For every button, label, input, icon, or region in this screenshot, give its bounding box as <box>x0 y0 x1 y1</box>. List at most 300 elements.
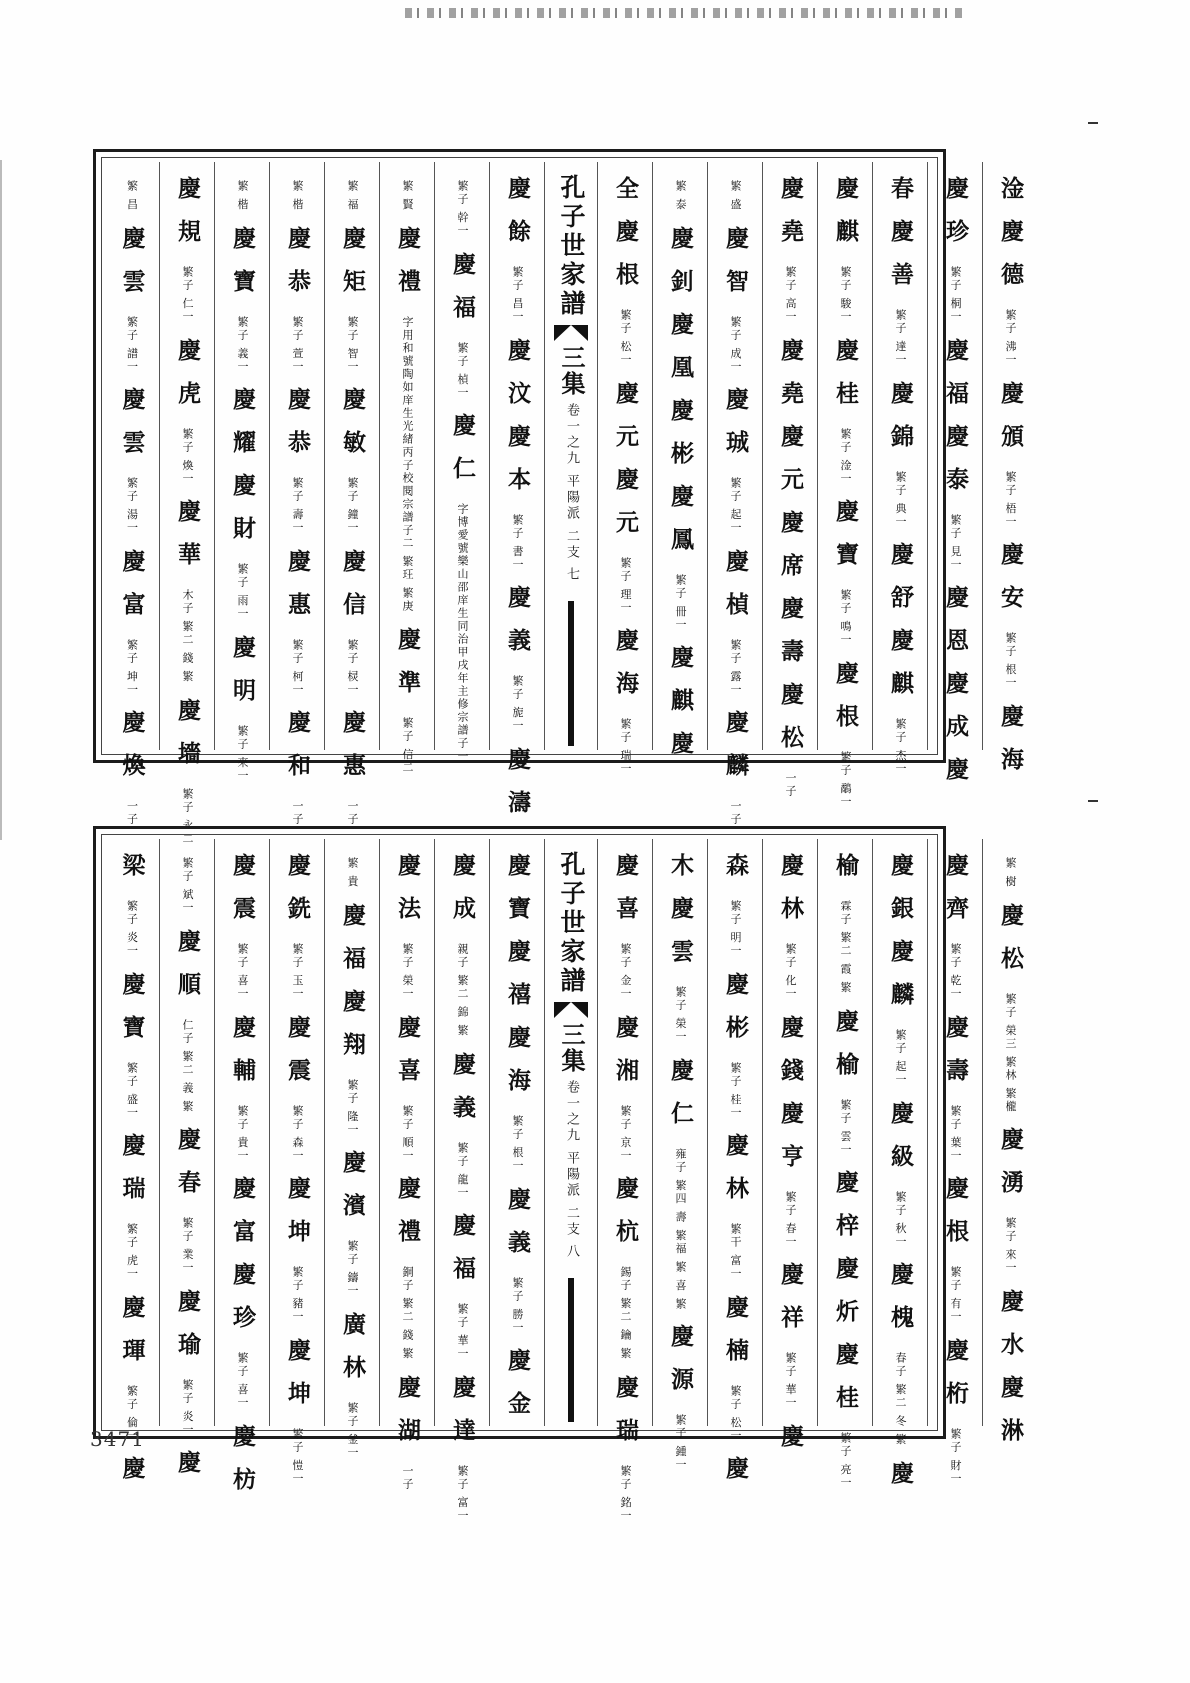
person-name: 慶松 <box>777 681 804 768</box>
person-name: 慶成 <box>449 853 476 939</box>
person-name: 慶義 <box>504 1186 531 1273</box>
genealogy-column <box>927 162 982 800</box>
book-title: 孔子世家譜 <box>557 851 586 996</box>
person-name: 慶仁 <box>667 1057 694 1144</box>
person-name: 慶德 <box>997 219 1024 305</box>
person-name: 慶麒 <box>887 628 914 714</box>
person-name: 慶湘 <box>612 1014 639 1101</box>
lineage-note: 繁子 楨一 <box>456 341 469 399</box>
lineage-note: 繁子 冊一 <box>674 573 687 631</box>
person-name: 慶凰 <box>667 311 694 398</box>
person-name: 梁 <box>118 853 146 896</box>
person-name: 慶喜 <box>612 853 639 939</box>
genealogy-column <box>269 839 324 1485</box>
person-name: 慶瑞 <box>118 1133 146 1219</box>
lineage-note: 繁子 京一 <box>619 1104 632 1162</box>
genealogy-column <box>379 839 434 1491</box>
person-name: 慶耀 <box>229 387 256 473</box>
person-name: 慶和 <box>284 710 311 796</box>
lineage-note: 繁子 乾一 <box>949 943 962 1001</box>
lineage-note: 繁子 成一 <box>729 315 742 373</box>
genealogy-column <box>872 839 927 1504</box>
person-name: 慶楨 <box>722 548 749 635</box>
lineage-note: 繁子 永二 <box>181 787 194 845</box>
lineage-note: 繁子 龍一 <box>456 1141 469 1199</box>
person-name: 慶輔 <box>229 1014 256 1101</box>
genealogy-column <box>159 839 214 1493</box>
lineage-note: 繁子 典一 <box>894 470 907 528</box>
lineage-note: 親子 繁二 錦 繁 <box>456 943 469 1038</box>
person-name: 慶寶 <box>504 853 531 939</box>
lineage-note: 繁子 盛一 <box>125 1061 139 1119</box>
person-name: 慶恭 <box>284 225 311 312</box>
book-title: 孔子世家譜 <box>557 174 586 319</box>
scan-left-edge <box>0 160 2 840</box>
person-name: 慶準 <box>394 626 421 713</box>
person-name: 慶順 <box>174 928 201 1015</box>
person-name: 慶翔 <box>339 988 366 1075</box>
lineage-note: 繁子 炎一 <box>181 1378 194 1436</box>
genealogy-column <box>269 162 324 826</box>
lineage-note: 繁子 業一 <box>181 1217 194 1275</box>
lineage-note: 繁子 松一 <box>619 309 632 367</box>
lineage-note: 繁子 義一 <box>236 315 249 373</box>
person-name: 慶麟 <box>887 939 914 1025</box>
header-bar <box>568 1278 574 1422</box>
lineage-note: 繁子 化一 <box>784 943 797 1001</box>
lineage-note: 繁 楷 <box>236 180 249 212</box>
lineage-note: 繁子 昌一 <box>511 266 524 324</box>
leaf-number: 七 <box>564 567 579 584</box>
lineage-note: 繁子 財一 <box>949 1427 962 1485</box>
lineage-note: 繁子 明一 <box>729 900 742 958</box>
page-number: 3471 <box>90 1427 145 1451</box>
lineage-note: 一子 <box>291 800 304 826</box>
person-name: 慶麒 <box>832 176 859 262</box>
lineage-note: 繁子 沸一 <box>1004 309 1017 367</box>
person-name: 慶彬 <box>722 971 749 1058</box>
lineage-note: 繁子 湯一 <box>125 477 139 535</box>
lineage-note: 繁子 榮一 <box>674 986 687 1044</box>
person-name: 慶炘 <box>832 1256 859 1342</box>
person-name: 淦 <box>997 176 1024 219</box>
person-name: 慶本 <box>504 423 531 510</box>
lineage-note: 繁子 旎一 <box>511 675 524 733</box>
person-name: 慶春 <box>174 1127 201 1213</box>
lineage-note: 繁子 隆一 <box>346 1078 359 1136</box>
lineage-note: 繁子 桐一 <box>949 266 962 324</box>
lineage-note: 繁子 鑄一 <box>346 1240 359 1298</box>
lineage-note: 繁子 松一 <box>729 1384 742 1442</box>
person-name: 慶虎 <box>174 337 201 424</box>
person-name: 慶源 <box>667 1324 694 1411</box>
lineage-note: 繁子 見一 <box>949 513 962 571</box>
person-name: 慶規 <box>174 176 201 262</box>
person-name: 慶禧 <box>504 939 531 1025</box>
person-name: 慶亨 <box>777 1100 804 1187</box>
person-name: 慶湧 <box>997 1127 1024 1213</box>
person-name: 慶喜 <box>394 1014 421 1101</box>
lineage-note: 繁子 富一 <box>456 1464 469 1522</box>
fish-tail-mark <box>554 325 588 341</box>
person-name: 慶恩 <box>942 585 969 671</box>
person-name: 慶財 <box>229 473 256 559</box>
person-name: 慶惠 <box>284 548 311 635</box>
scan-right-mark <box>1088 800 1098 802</box>
person-name: 慶級 <box>887 1100 914 1187</box>
lineage-note: 繁子 豬一 <box>291 1266 304 1324</box>
lineage-note: 繁子 杰一 <box>894 718 907 776</box>
lineage-note: 繁子 喜一 <box>236 943 249 1001</box>
person-name: 慶雲 <box>118 387 146 473</box>
person-name: 慶松 <box>997 902 1024 989</box>
lineage-note: 一子 <box>401 1464 414 1491</box>
lineage-note: 繁子 來一 <box>236 724 249 782</box>
person-name: 慶頒 <box>997 380 1024 467</box>
lineage-note: 霖子 繁二 霞 繁 <box>839 900 852 995</box>
lineage-note: 繁子 書一 <box>511 513 524 571</box>
person-name: 慶法 <box>394 853 421 939</box>
person-name: 慶齊 <box>942 853 969 939</box>
person-name: 慶珍 <box>942 176 969 262</box>
person-name: 慶珹 <box>722 387 749 473</box>
genealogy-column <box>379 162 434 774</box>
person-name: 慶根 <box>942 1176 969 1262</box>
genealogy-column <box>982 839 1037 1461</box>
lineage-note: 繁子 森一 <box>291 1104 304 1162</box>
lineage-note: 繁子 金一 <box>619 943 632 1001</box>
person-name: 慶汶 <box>504 337 531 424</box>
lineage-note: 繁 賢 <box>401 180 414 212</box>
person-name: 慶 <box>942 757 969 800</box>
section-label: 卷一之九 平陽派 二支 <box>564 1080 579 1239</box>
person-name: 慶福 <box>942 337 969 424</box>
lineage-note: 雍子 繁四 壽 繁福 繁 喜 繁 <box>674 1147 687 1311</box>
lineage-note: 繁子 雲一 <box>839 1098 852 1156</box>
person-name: 慶鳳 <box>667 483 694 570</box>
person-name: 慶寶 <box>229 225 256 312</box>
person-name: 慶銑 <box>284 853 311 939</box>
genealogy-column <box>762 839 817 1467</box>
person-name: 慶成 <box>942 671 969 757</box>
lineage-note: 繁子 順一 <box>401 1104 414 1162</box>
lineage-note: 繁子 亮一 <box>839 1432 852 1490</box>
person-name: 慶震 <box>229 853 256 939</box>
person-name: 慶林 <box>722 1133 749 1219</box>
lineage-note: 繁 貴 <box>346 857 359 889</box>
person-name: 慶根 <box>612 219 639 305</box>
person-name: 慶槐 <box>887 1262 914 1348</box>
lineage-note: 繁子 譜一 <box>125 315 139 373</box>
lineage-note: 繁子 駿一 <box>839 266 852 324</box>
lineage-note: 繁子 根一 <box>511 1115 524 1173</box>
genealogy-column <box>324 839 379 1459</box>
lineage-note: 繁子 達一 <box>894 309 907 367</box>
scan-top-noise <box>405 8 965 18</box>
person-name: 慶煥 <box>118 710 146 796</box>
lineage-note: 繁子 高一 <box>784 266 797 324</box>
person-name: 慶雲 <box>118 225 146 312</box>
person-name: 慶泰 <box>942 423 969 510</box>
person-name: 慶安 <box>997 542 1024 628</box>
genealogy-column <box>214 839 269 1510</box>
genealogy-column <box>597 162 652 776</box>
lineage-note: 繁子 玉一 <box>291 943 304 1001</box>
lineage-note: 繁子 勝一 <box>511 1276 524 1334</box>
person-name: 慶禮 <box>394 1176 421 1262</box>
person-name: 慶餘 <box>504 176 531 262</box>
person-name: 慶楠 <box>722 1294 749 1381</box>
lineage-note: 繁子 萱一 <box>291 315 304 373</box>
person-name: 慶禮 <box>394 225 421 312</box>
person-name: 慶麒 <box>667 645 694 731</box>
lineage-note: 繁子 喜一 <box>236 1352 249 1410</box>
lineage-note: 繁子 倫一 <box>125 1384 139 1442</box>
person-name: 慶寶 <box>118 971 146 1058</box>
genealogy-column <box>982 162 1037 790</box>
person-name: 慶 <box>777 1423 804 1467</box>
lineage-note: 繁子 銘一 <box>619 1464 632 1522</box>
person-name: 慶堯 <box>777 176 804 262</box>
person-name: 慶瑞 <box>612 1374 639 1461</box>
person-name: 慶麟 <box>722 710 749 796</box>
person-name: 慶錦 <box>887 380 914 467</box>
lineage-note: 繁子 信二 <box>401 716 414 774</box>
lineage-note: 字博愛號樂山邵庠生同治甲戌年主修宗譜子一 <box>456 503 469 763</box>
lineage-note: 繁子 斌一 <box>181 857 194 915</box>
lineage-note: 繁子 華一 <box>456 1303 469 1361</box>
person-name: 慶壽 <box>942 1014 969 1101</box>
person-name: 慶海 <box>997 703 1024 790</box>
person-name: 慶矩 <box>339 225 366 312</box>
person-name: 慶桂 <box>832 337 859 424</box>
fish-tail-mark <box>554 1002 588 1018</box>
lineage-note: 繁子 來一 <box>1004 1217 1017 1275</box>
lineage-note: 字用和號陶如庠生光緒丙子校閱宗譜子二 繁玨 繁庚 <box>401 315 414 613</box>
lineage-note: 繁子 起一 <box>729 477 742 535</box>
section-label: 卷一之九 平陽派 二支 <box>564 403 579 562</box>
person-name: 慶杭 <box>612 1176 639 1262</box>
person-name: 慶 <box>667 731 694 774</box>
genealogy-column <box>434 162 489 763</box>
genealogy-column <box>159 162 214 845</box>
lineage-note: 繁 福 <box>346 180 359 212</box>
page-panel-top <box>93 149 1024 845</box>
lineage-note: 繁子 鍾一 <box>674 1414 687 1472</box>
person-name: 慶湖 <box>394 1374 421 1461</box>
person-name: 慶明 <box>229 634 256 721</box>
lineage-note: 繁子 虎一 <box>125 1223 139 1281</box>
person-name: 慶根 <box>832 660 859 747</box>
person-name: 慶堯 <box>777 337 804 424</box>
person-name: 春 <box>887 176 914 219</box>
person-name: 慶琿 <box>118 1294 146 1381</box>
person-name: 榆 <box>832 853 859 896</box>
person-name: 慶元 <box>612 466 639 553</box>
lineage-note: 繁子 榮一 <box>401 943 414 1001</box>
lineage-note: 繁子 智一 <box>346 315 359 373</box>
lineage-note: 繁子 起一 <box>894 1029 907 1087</box>
lineage-note: 繁子 炎一 <box>125 900 139 958</box>
genealogy-column <box>817 162 872 808</box>
column-row <box>104 162 1024 845</box>
person-name: 慶彬 <box>667 397 694 484</box>
lineage-note: 繁子 愷一 <box>291 1427 304 1485</box>
lineage-note: 繁 樹 <box>1004 857 1017 889</box>
lineage-note: 繁 泰 <box>674 180 687 212</box>
person-name: 慶瑜 <box>174 1288 201 1375</box>
person-name: 慶舒 <box>887 542 914 628</box>
lineage-note: 繁子 柯一 <box>291 638 304 696</box>
person-name: 慶枋 <box>229 1423 256 1510</box>
genealogy-column <box>817 839 872 1490</box>
genealogy-column <box>104 162 159 826</box>
lineage-note: 繁子 雨一 <box>236 563 249 621</box>
person-name: 慶釗 <box>667 225 694 312</box>
person-name: 慶元 <box>612 380 639 467</box>
person-name: 慶海 <box>612 628 639 714</box>
lineage-note: 繁子 淦一 <box>839 427 852 485</box>
person-name: 慶義 <box>504 585 531 671</box>
lineage-note: 春子 繁二 冬 繁 <box>894 1352 907 1447</box>
person-name: 慶濱 <box>339 1150 366 1236</box>
genealogy-column <box>434 839 489 1522</box>
lineage-note: 繁子 幹一 <box>456 180 469 238</box>
lineage-note: 繁子 煥一 <box>181 427 194 485</box>
lineage-note: 木子 繁二 錢 繁 <box>181 589 194 684</box>
person-name: 慶淋 <box>997 1374 1024 1461</box>
lineage-note: 銅子 繁二 錢 繁 <box>401 1266 414 1361</box>
lineage-note: 繁子 露一 <box>729 638 742 696</box>
person-name: 慶祥 <box>777 1262 804 1348</box>
person-name: 慶寶 <box>832 499 859 585</box>
person-name: 慶墻 <box>174 697 201 784</box>
person-name: 慶智 <box>722 225 749 312</box>
person-name: 慶海 <box>504 1025 531 1111</box>
person-name: 慶 <box>887 1460 914 1504</box>
lineage-note: 繁子 根一 <box>1004 632 1017 690</box>
lineage-note: 錫子 繁二 鑰 繁 <box>619 1266 632 1361</box>
lineage-note: 繁子 棂一 <box>346 638 359 696</box>
person-name: 慶壽 <box>777 595 804 682</box>
person-name: 慶善 <box>887 219 914 305</box>
lineage-note: 繁子 秋一 <box>894 1190 907 1248</box>
person-name: 慶席 <box>777 509 804 596</box>
person-name: 慶震 <box>284 1014 311 1101</box>
lineage-note: 一子 <box>729 800 742 826</box>
lineage-note: 繁干 富一 <box>729 1223 742 1281</box>
lineage-note: 繁子 梧一 <box>1004 470 1017 528</box>
lineage-note: 繁子 瑞一 <box>619 718 632 776</box>
genealogy-column <box>707 839 762 1499</box>
page-header-column <box>544 162 597 750</box>
lineage-note: 繁子 鷸一 <box>839 750 852 808</box>
scan-right-mark <box>1088 122 1098 124</box>
person-name: 森 <box>722 853 749 896</box>
person-name: 慶坤 <box>284 1337 311 1424</box>
genealogy-column <box>324 162 379 826</box>
person-name: 慶 <box>118 1456 146 1499</box>
genealogy-column <box>927 839 982 1485</box>
person-name: 慶金 <box>504 1348 531 1434</box>
header-bar <box>568 601 574 746</box>
lineage-note: 繁子 鐘一 <box>346 477 359 535</box>
person-name: 廣林 <box>339 1311 366 1398</box>
lineage-note: 一子 <box>784 771 797 798</box>
person-name: 慶銀 <box>887 853 914 939</box>
page-header-column <box>544 839 597 1426</box>
genealogy-column <box>762 162 817 798</box>
person-name: 慶坤 <box>284 1176 311 1262</box>
person-name: 慶恭 <box>284 387 311 473</box>
lineage-note: 繁子 桂一 <box>729 1061 742 1119</box>
lineage-note: 繁子 坤一 <box>125 638 139 696</box>
person-name: 慶梓 <box>832 1170 859 1256</box>
person-name: 慶水 <box>997 1288 1024 1375</box>
collection-label: 三集 <box>557 1022 586 1074</box>
lineage-note: 繁子 鳴一 <box>839 589 852 647</box>
lineage-note: 繁子 壽一 <box>291 477 304 535</box>
lineage-note: 繁 盛 <box>729 180 742 212</box>
genealogy-column <box>489 839 544 1434</box>
person-name: 慶富 <box>118 548 146 635</box>
lineage-note: 繁子 葉一 <box>949 1104 962 1162</box>
person-name: 慶仁 <box>449 413 476 499</box>
lineage-note: 繁子 華一 <box>784 1352 797 1410</box>
person-name: 慶榆 <box>832 1008 859 1095</box>
person-name: 慶敏 <box>339 387 366 473</box>
person-name: 慶濤 <box>504 746 531 833</box>
person-name: 慶福 <box>339 902 366 989</box>
person-name: 慶 <box>722 1456 749 1499</box>
lineage-note: 繁子 理一 <box>619 556 632 614</box>
genealogy-column <box>707 162 762 826</box>
genealogy-column <box>489 162 544 833</box>
person-name: 慶林 <box>777 853 804 939</box>
lineage-note: 繁子 有一 <box>949 1266 962 1324</box>
person-name: 慶信 <box>339 548 366 635</box>
person-name: 慶福 <box>449 1213 476 1299</box>
person-name: 慶元 <box>777 423 804 510</box>
lineage-note: 繁 昌 <box>125 180 139 212</box>
person-name: 慶桁 <box>942 1337 969 1424</box>
person-name: 慶達 <box>449 1374 476 1461</box>
genealogy-column <box>597 839 652 1522</box>
genealogy-column <box>652 162 707 774</box>
lineage-note: 仁子 繁二 義 繁 <box>181 1018 194 1113</box>
collection-label: 三集 <box>557 345 586 397</box>
genealogy-column <box>214 162 269 782</box>
person-name: 慶 <box>174 1450 201 1493</box>
lineage-note: 繁子 春一 <box>784 1190 797 1248</box>
person-name: 慶珍 <box>229 1262 256 1348</box>
genealogy-column <box>652 839 707 1472</box>
person-name: 慶錢 <box>777 1014 804 1101</box>
person-name: 慶福 <box>449 251 476 338</box>
lineage-note: 繁子 仁一 <box>181 266 194 324</box>
person-name: 慶雲 <box>667 896 694 982</box>
person-name: 木 <box>667 853 694 896</box>
lineage-note: 一子 <box>125 800 139 826</box>
lineage-note: 繁子 釜一 <box>346 1401 359 1459</box>
person-name: 慶富 <box>229 1176 256 1262</box>
lineage-note: 繁 楷 <box>291 180 304 212</box>
person-name: 慶華 <box>174 499 201 585</box>
leaf-number: 八 <box>564 1244 579 1261</box>
genealogy-column <box>872 162 927 776</box>
person-name: 慶桂 <box>832 1342 859 1428</box>
lineage-note: 繁子 貴一 <box>236 1104 249 1162</box>
